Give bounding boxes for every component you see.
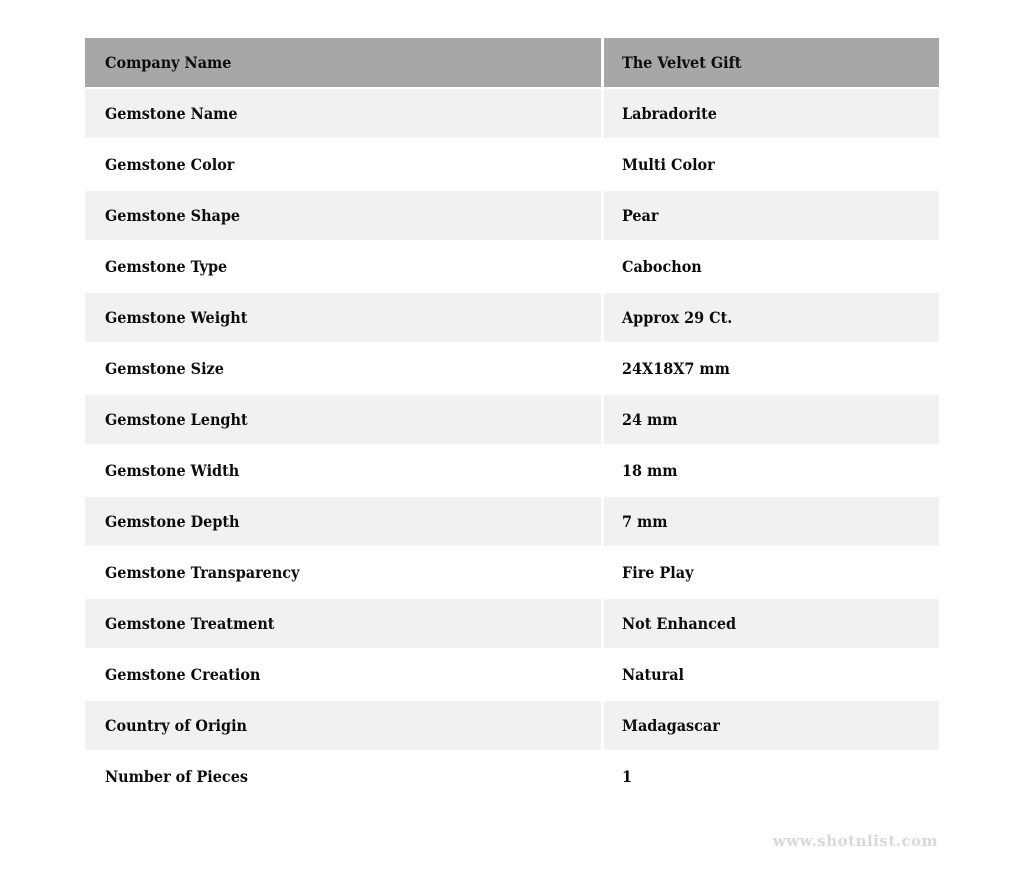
row-label: Gemstone Treatment — [85, 599, 601, 648]
row-value: Multi Color — [604, 140, 939, 189]
row-label: Gemstone Width — [85, 446, 601, 495]
table-row — [85, 752, 939, 801]
table-row — [85, 293, 939, 342]
row-label: Gemstone Lenght — [85, 395, 601, 444]
row-label: Gemstone Shape — [85, 191, 601, 240]
table-row — [85, 701, 939, 750]
table-row — [85, 446, 939, 495]
row-label: Gemstone Transparency — [85, 548, 601, 597]
gemstone-spec-table — [85, 38, 939, 801]
table-row — [85, 140, 939, 189]
row-value: Natural — [604, 650, 939, 699]
row-value: 24X18X7 mm — [604, 344, 939, 393]
row-value: Madagascar — [604, 701, 939, 750]
row-value: Labradorite — [604, 89, 939, 138]
header-label: Company Name — [85, 38, 601, 87]
row-label: Number of Pieces — [85, 752, 601, 801]
row-label: Gemstone Creation — [85, 650, 601, 699]
row-value: Not Enhanced — [604, 599, 939, 648]
row-label: Gemstone Color — [85, 140, 601, 189]
row-value: Pear — [604, 191, 939, 240]
table-row — [85, 242, 939, 291]
row-label: Gemstone Type — [85, 242, 601, 291]
row-value: Cabochon — [604, 242, 939, 291]
row-value: 1 — [604, 752, 939, 801]
row-label: Country of Origin — [85, 701, 601, 750]
table-header-row — [85, 38, 939, 87]
row-label: Gemstone Size — [85, 344, 601, 393]
table-row — [85, 650, 939, 699]
row-value: Fire Play — [604, 548, 939, 597]
watermark-text: www.shotnlist.com — [772, 832, 938, 850]
row-value: 18 mm — [604, 446, 939, 495]
row-value: 24 mm — [604, 395, 939, 444]
row-value: Approx 29 Ct. — [604, 293, 939, 342]
table-row — [85, 599, 939, 648]
row-label: Gemstone Depth — [85, 497, 601, 546]
header-value: The Velvet Gift — [604, 38, 939, 87]
table-row — [85, 395, 939, 444]
row-label: Gemstone Weight — [85, 293, 601, 342]
table-row — [85, 344, 939, 393]
table-row — [85, 191, 939, 240]
table-row — [85, 89, 939, 138]
table-row — [85, 497, 939, 546]
table-row — [85, 548, 939, 597]
row-value: 7 mm — [604, 497, 939, 546]
row-label: Gemstone Name — [85, 89, 601, 138]
